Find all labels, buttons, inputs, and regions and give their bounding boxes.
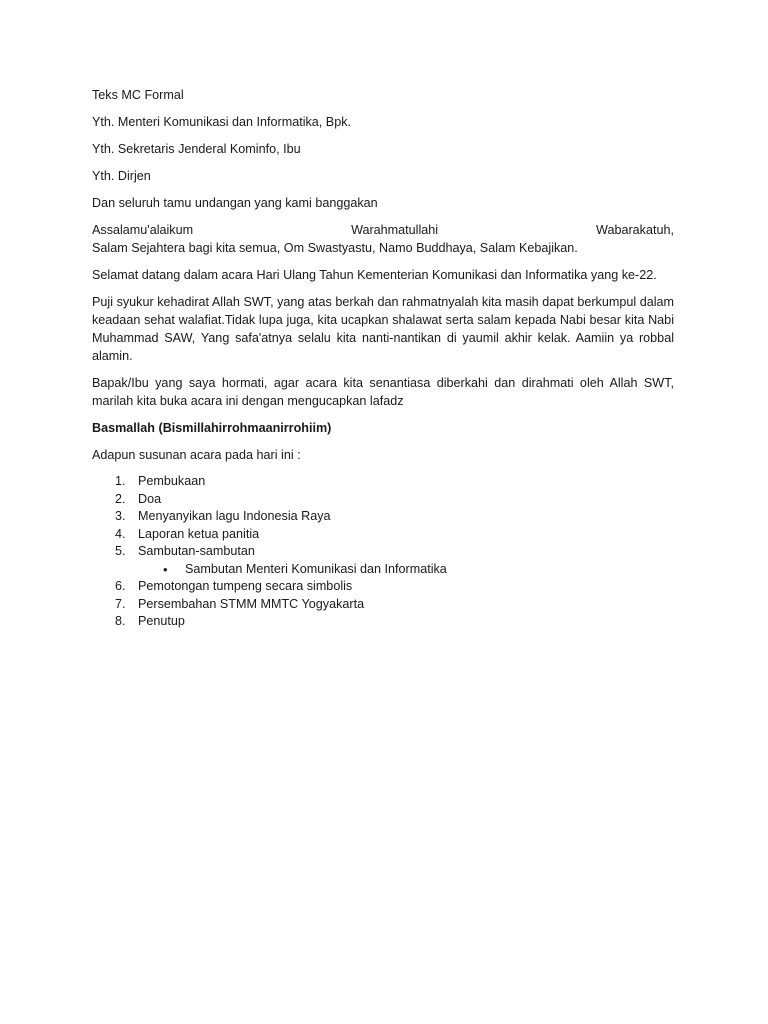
agenda-list <box>92 473 674 561</box>
agenda-list-continued <box>92 578 674 631</box>
greeting-word-1: Assalamu'alaikum <box>92 223 194 237</box>
bullet-icon: • <box>163 561 168 577</box>
agenda-item-number: 4. <box>115 526 126 541</box>
document-title: Teks MC Formal <box>92 88 184 102</box>
agenda-item-number: 1. <box>115 474 126 488</box>
agenda-item-label: Sambutan-sambutan <box>138 544 255 558</box>
agenda-item <box>92 508 674 526</box>
agenda-item <box>92 578 674 596</box>
agenda-item <box>92 473 674 491</box>
agenda-item <box>92 596 674 614</box>
agenda-item-label: Pemotongan tumpeng secara simbolis <box>138 579 353 593</box>
agenda-item-number: 7. <box>115 596 126 611</box>
salutation-minister: Yth. Menteri Komunikasi dan Informatika, Bpk. <box>92 115 351 129</box>
agenda-item-label: Pembukaan <box>138 474 206 488</box>
document-page <box>92 86 674 631</box>
agenda-subitem <box>92 561 674 579</box>
agenda-item-label: Doa <box>138 491 162 506</box>
salutation-director-general: Yth. Dirjen <box>92 169 151 183</box>
agenda-subitem-label: Sambutan Menteri Komunikasi dan Informatika <box>185 561 447 576</box>
agenda-item <box>92 526 674 544</box>
agenda-item-number: 3. <box>115 509 126 523</box>
agenda-item-number: 8. <box>115 614 126 628</box>
welcome-paragraph: Selamat datang dalam acara Hari Ulang Tahun Kementerian Komunikasi dan Informatika yang ke-22. <box>92 268 657 282</box>
greeting-line-1 <box>92 221 674 239</box>
agenda-item <box>92 613 674 631</box>
agenda-item-label: Menyanyikan lagu Indonesia Raya <box>138 509 331 523</box>
greeting-word-3: Wabarakatuh, <box>596 223 674 237</box>
agenda-item-label: Persembahan STMM MMTC Yogyakarta <box>138 596 365 611</box>
agenda-sublist <box>92 561 674 579</box>
greeting-paragraph <box>92 221 674 257</box>
agenda-item-label: Penutup <box>138 614 185 628</box>
greeting-word-2: Warahmatullahi <box>351 223 439 237</box>
opening-paragraph: Bapak/Ibu yang saya hormati, agar acara kita senantiasa diberkahi dan dirahmati oleh Allah SWT, marilah kita buka acara ini dengan mengucapkan lafadz <box>92 376 674 408</box>
salutation-secretary-general: Yth. Sekretaris Jenderal Kominfo, Ibu <box>92 142 301 156</box>
agenda-item <box>92 543 674 561</box>
agenda-item-number: 6. <box>115 579 126 593</box>
agenda-item-number: 5. <box>115 544 126 558</box>
agenda-item-label: Laporan ketua panitia <box>138 526 260 541</box>
agenda-intro: Adapun susunan acara pada hari ini : <box>92 448 301 462</box>
agenda-item-number: 2. <box>115 491 126 506</box>
basmallah-heading: Basmallah (Bismillahirrohmaanirrohiim) <box>92 421 332 435</box>
gratitude-paragraph: Puji syukur kehadirat Allah SWT, yang atas berkah dan rahmatnyalah kita masih dapat berkumpul dalam keadaan sehat walafiat.Tidak lupa juga, kita ucapkan shalawat serta salam kepada Nabi besar kita Nabi Muhammad SAW, Yang safa'atnya selalu kita nanti-nantikan di yaumil akhir kelak. Aamiin ya robbal alamin. <box>92 295 674 363</box>
greeting-line-2: Salam Sejahtera bagi kita semua, Om Swastyastu, Namo Buddhaya, Salam Kebajikan. <box>92 241 578 255</box>
salutation-guests: Dan seluruh tamu undangan yang kami banggakan <box>92 196 378 210</box>
agenda-item <box>92 491 674 509</box>
